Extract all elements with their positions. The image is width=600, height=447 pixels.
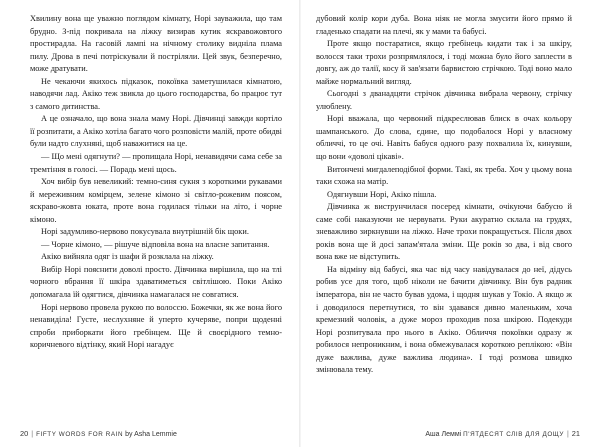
paragraph: Хвилину вона ще уважно поглядом кімнату, Норі зауважила, що там брудно. З-під покривала на ліжку визирав кутик яскравожовтого простирадла. На гасовій лампі на нічному столику видніла плама пилу. Дрова в печі потріскували й постріляли. Цей звук, безперечно, може дратувати.	[30, 14, 282, 74]
paragraph: — Що мені одягнути? — пропищала Норі, ненавидячи сама себе за тремтіння в голосі. — Порадь мені щось.	[30, 152, 282, 174]
paragraph: На відміну від бабусі, яка час від часу навідувалася до неї, дідусь робив усе для того, щоб ніколи не бачити дівчинку. Він був радник імператора, він не часто бував удома, і щодня шукав у Токіо. А якщо ж і доводилося перетнутися, то він здавався дивно маленьким, хоча кремезний чоловік, а дуже мороз проходив поза шкірою. Подекуди Норі розпитувала про нього в Акіко. Обличчя покоївки одразу ж робилося непроникним, і вона обмежувалася короткою реплікою: «Він дуже важлива, дуже важлива людина». І тоді розмова швидко змінювала тему.	[316, 264, 572, 375]
left-page-footer: 20 | FIFTY WORDS FOR RAIN by Asha Lemmie	[20, 429, 177, 438]
paragraph: Вибір Норі пояснити доволі просто. Дівчинка вирішила, що на тлі чорного вбрання її шкіра здаватиметься світлішою. Поки Акіко допомагала їй одягтися, дівчинка намагалася не совгатися.	[30, 264, 282, 300]
paragraph: А це означало, що вона знала маму Норі. Дівчинці завжди кортіло її розпитати, а Акіко хотіла багато чого розповісти малій, проте обидві були надто слухняні, щоб наважитися на це.	[30, 114, 282, 149]
paragraph: Витончені мигдалеподібної форми. Такі, як треба. Хоч у цьому вона таки схожа на матір.	[316, 164, 572, 187]
paragraph: Проте якщо постаратися, якщо гребінець кидати так і за шкіру, волосся таки трохи розпрямлялося, і тоді можна було його заплести в довгу, аж до талії, косу й зав'язати барвистою стрічкою. Тоді воно мало майже нормальний вигляд.	[316, 39, 572, 86]
right-page-body	[316, 13, 572, 377]
left-footer-book-title: FIFTY WORDS FOR RAIN	[36, 431, 124, 438]
right-page-number: 21	[571, 429, 580, 438]
right-footer-book-title: П'ЯТДЕСЯТ СЛІВ ДЛЯ ДОЩУ	[463, 431, 564, 438]
paragraph: Дівчинка ж виструнчилася посеред кімнати, очікуючи бабусю й саме собі наказуючи не нервувати. Руки акуратно склала на грудях, зневажливо зиркнувши на ліжко. Наче трохи покращується. Після двох років вона ще й досі запам'ятала зміни. Ще років зо два, і від свого вона вже не відступить.	[316, 202, 572, 262]
left-page-number: 20	[20, 429, 29, 438]
right-page	[300, 0, 600, 447]
left-footer-author: by Asha Lemmie	[125, 431, 177, 438]
paragraph: Не чекаючи якихось підказок, покоївка заметушилася кімнатою, наводячи лад. Акіко теж звикла до цього господарства, бо працює тут з самого дитинства.	[30, 76, 282, 111]
paragraph: Норі вважала, що червоний підкреслював блиск в очах кольору шампанського. До слова, єдине, що подобалося Норі у власному обличчі, то це очі. Навіть бабуся одного разу похвалила їх, кинувши, що вони «доволі цікаві».	[316, 114, 572, 162]
paragraph: — Чорне кімоно, — рішуче відповіла вона на власне запитання.	[41, 239, 270, 249]
right-footer-author: Аша Леммі	[425, 431, 462, 438]
right-page-footer: Аша Леммі П'ЯТДЕСЯТ СЛІВ ДЛЯ ДОЩУ | 21	[425, 429, 580, 438]
paragraph: Сьогодні з дванадцяти стрічок дівчинка вибрала червону, стрічку улюблену.	[316, 89, 572, 111]
paragraph: Акіко вийняла одяг із шафи й розклала на ліжку.	[41, 252, 214, 262]
paragraph: Норі нервово провела рукою по волоссю. Божечки, як же вона його ненавиділа! Густе, неслухняне й уперто кучеряве, попри щоденні спроби приборкати його гребінцем. Ще й своєрідного темно-коричневого відтінку, який Норі нагадує	[30, 302, 282, 350]
paragraph: дубовий колір кори дуба. Вона ніяк не могла змусити його прямо й гладенько спадати на плечі, як у мами та бабусі.	[316, 14, 572, 36]
paragraph: Хоч вибір був невеликий: темно-синя сукня з короткими рукавами й мереживним комірцем, зелене кімоно зі світло-рожевим поясом, яскраво-жовта юката, проте вона годилася тільки на літо, і чорне кімоно.	[30, 177, 282, 224]
paragraph: Одягнувши Норі, Акіко пішла.	[327, 189, 437, 199]
left-page-body	[30, 13, 282, 352]
paragraph: Норі задумливо-нервово покусувала внутрішній бік щоки.	[41, 227, 249, 237]
